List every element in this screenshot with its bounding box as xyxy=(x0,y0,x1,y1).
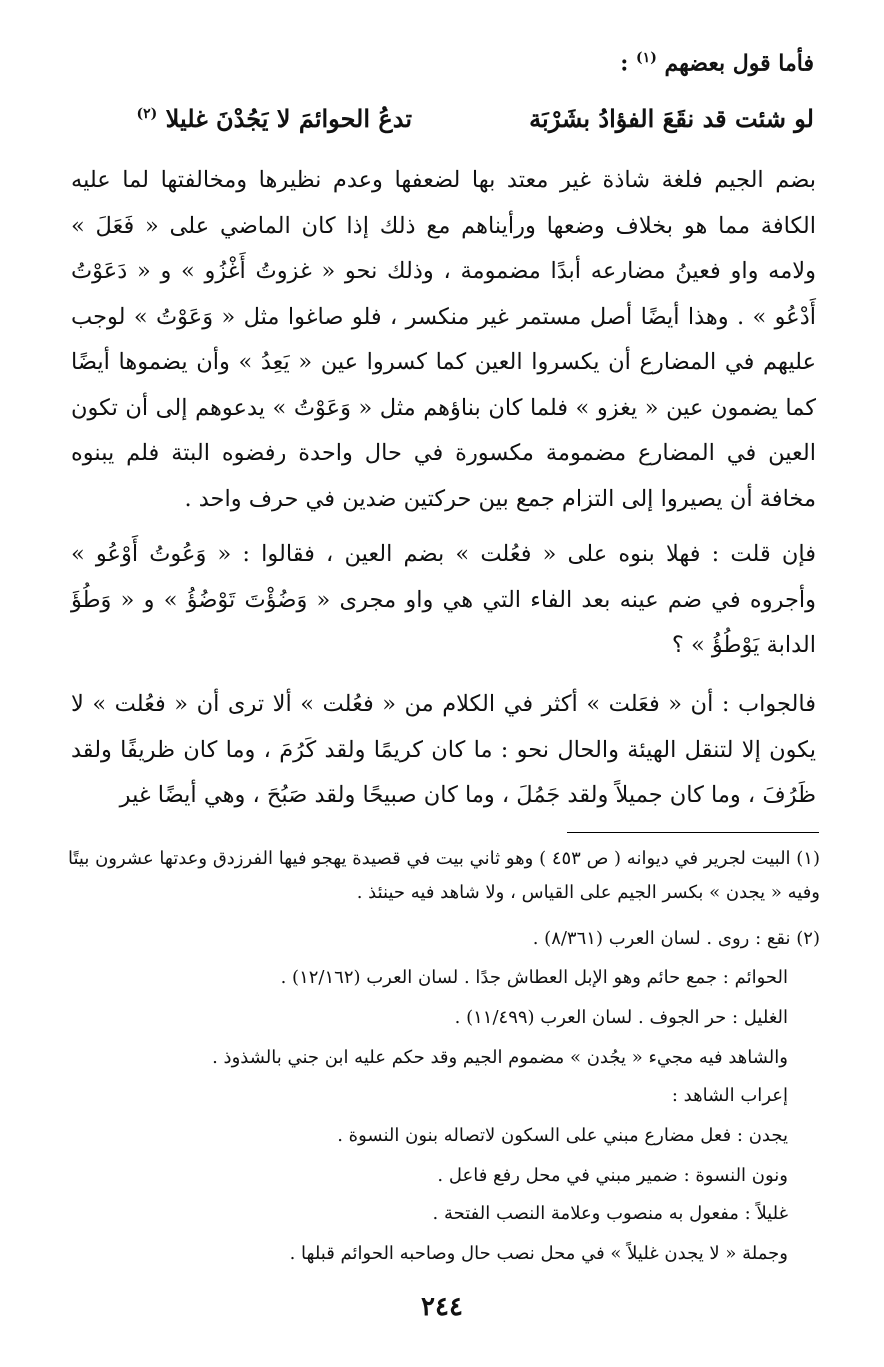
verse-hemistich-2 xyxy=(137,104,413,133)
footnote-2-line: إعراب الشاهد : xyxy=(671,1085,788,1106)
footnote-2-line: الحوائم : جمع حائم وهو الإبل العطاش جدًا . لسان العرب (١٢/١٦٢) . xyxy=(280,967,788,988)
footnote-2-line: ونون النسوة : ضمير مبني في محل رفع فاعل . xyxy=(437,1165,788,1186)
footnote-ref-2: (٢) xyxy=(136,106,158,122)
footnote-2-line: والشاهد فيه مجيء « يجُدن » مضموم الجيم وقد حكم عليه ابن جني بالشذوذ . xyxy=(212,1047,788,1068)
page-number: ٢٤٤ xyxy=(421,1292,463,1322)
footnote-1: (١) البيت لجرير في ديوانه ( ص ٤٥٣ ) وهو ثاني بيت في قصيدة يهجو فيها الفرزدق وعدتها عشرون بيتًا وفيه « يجدن » بكسر الجيم على القياس ، ولا شاهد فيه حينئذ . xyxy=(67,848,820,903)
body-paragraph-1: بضم الجيم فلغة شاذة غير معتد بها لضعفها وعدم نظيرها ومخالفتها لما عليه الكافة مما هو بخلاف وضعها ورأيناهم مع ذلك إذا كان الماضي على « فَعَلَ » ولامه واو فعينُ مضارعه أبدًا مضمومة ، وذلك نحو « غزوتُ أَغْزُو » و « دَعَوْتُ أَدْعُو » . وهذا أيضًا أصل مستمر غير منكسر ، فلو صاغوا مثل « وَعَوْتُ » لوجب عليهم في المضارع أن يكسروا العين كما كسروا عين « يَعِدُ » وأن يضموها أيضًا كما يضمون عين « يغزو » فلما كان بناؤهم مثل « وَعَوْتُ » يدعوهم إلى أن تكون العين في المضارع مضمومة مكسورة في حال واحدة رفضوه البتة فلم يبنوه مخافة أن يصيروا إلى التزام جمع بين حركتين ضدين في حرف واحد . xyxy=(71,167,816,512)
intro-text: فأما قول بعضهم xyxy=(664,50,814,77)
footnote-ref-1: (١) xyxy=(636,50,657,66)
body-paragraph-2: فإن قلت : فهلا بنوه على « فعُلت » بضم العين ، فقالوا : « وَعُوتُ أَوْعُو » وأجروه في ضم عينه بعد الفاء التي هي واو مجرى « وَضُؤْتَ تَوْضُؤُ » و « وَطُؤَ الدابة يَوْطُؤُ » ؟ xyxy=(71,541,816,658)
footnote-2: (٢) نقع : روى . لسان العرب (٨/٣٦١) . xyxy=(532,928,820,949)
footnote-2-line: غليلاً : مفعول به منصوب وعلامة النصب الفتحة . xyxy=(432,1203,788,1224)
verse-hemistich-2-text: تدعُ الحوائمَ لا يَجُدْنَ غليلا xyxy=(165,104,412,133)
footnote-2-line: وجملة « لا يجدن غليلاً » في محل نصب حال وصاحبه الحوائم قبلها . xyxy=(289,1243,788,1264)
body-paragraph-3: فالجواب : أن « فعَلت » أكثر في الكلام من « فعُلت » ألا ترى أن « فعُلت » لا يكون إلا لتنقل الهيئة والحال نحو : ما كان كريمًا ولقد كَرُمَ ، وما كان ظريفًا ولقد ظَرُفَ ، وما كان جميلاً ولقد جَمُلَ ، وما كان صبيحًا ولقد صَبُحَ ، وهي أيضًا غير xyxy=(71,691,816,808)
footnote-2-line: يجدن : فعل مضارع مبني على السكون لاتصاله بنون النسوة . xyxy=(337,1125,788,1146)
footnote-separator xyxy=(567,832,819,833)
verse-hemistich-1: لو شئت قد نقَعَ الفؤادُ بشَرْبَة xyxy=(529,104,814,133)
intro-colon: : xyxy=(620,50,629,77)
footnote-2-line: الغليل : حر الجوف . لسان العرب (١١/٤٩٩) . xyxy=(454,1007,788,1028)
intro-line xyxy=(54,50,814,76)
